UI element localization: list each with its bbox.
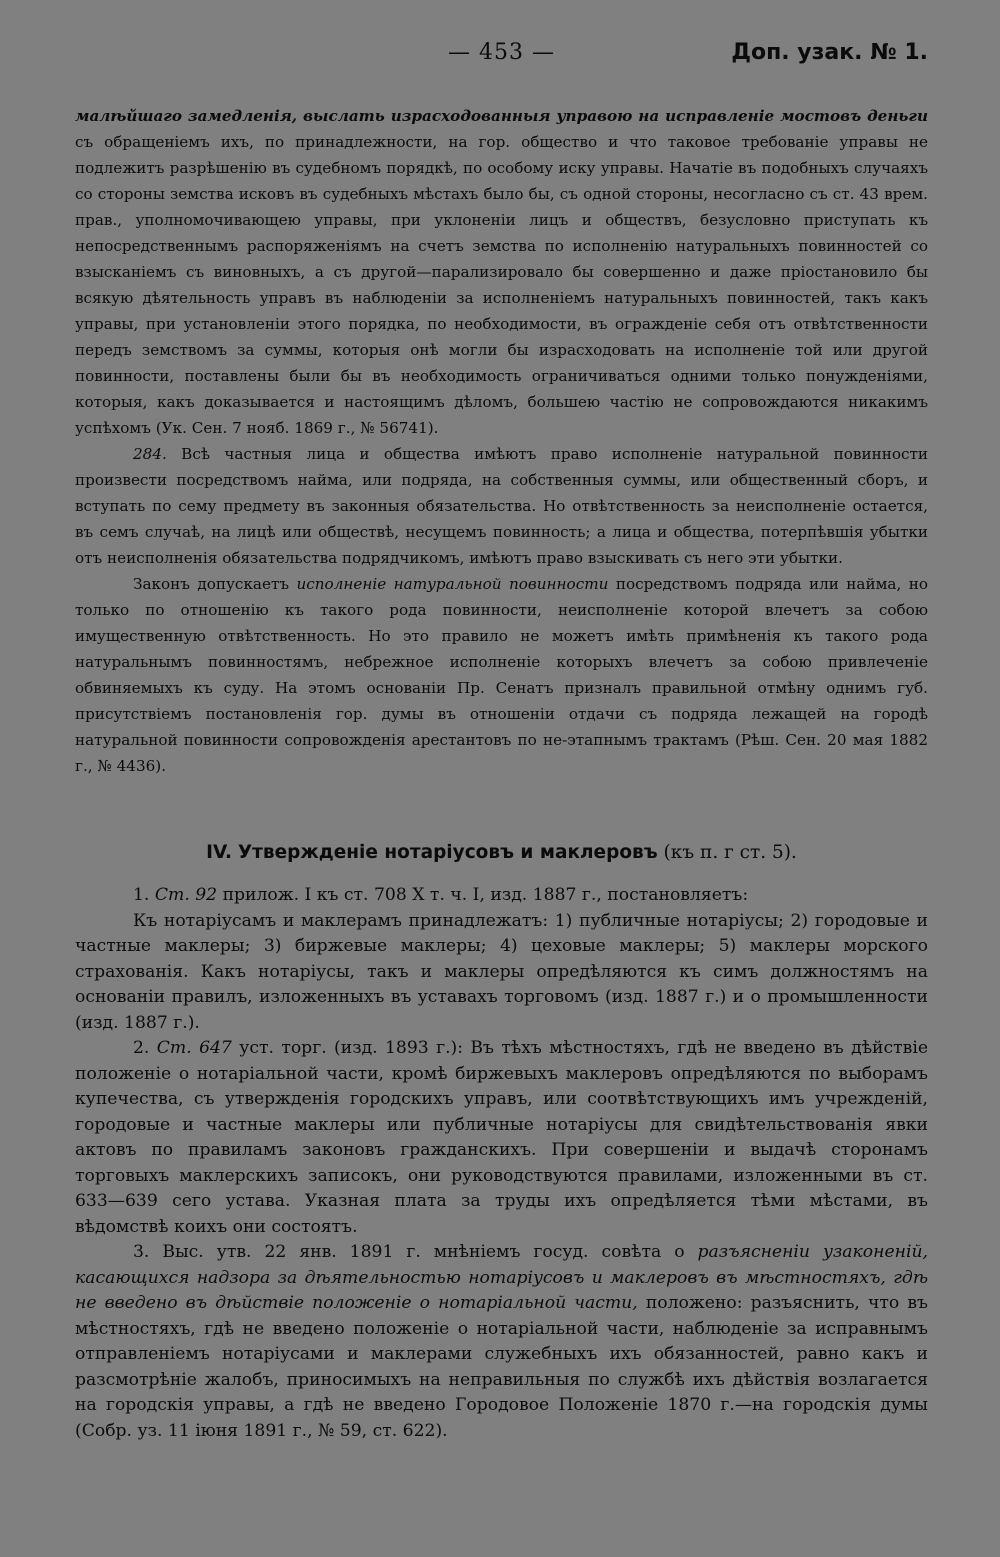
section-number: IV. [206,842,232,863]
item-1-article: Ст. 92 [154,885,218,905]
commentary-text-b: посредствомъ подряда или найма, но только по отношенію къ такого рода повинности, неисполненіе которой влечетъ за собою имущественную отвѣтственность. Но это правило не можетъ имѣть примѣненія къ такого рода натуральнымъ повинностямъ, небрежное исполненіе которыхъ влечетъ за собою привлеченіе обвиняемыхъ къ суду. На этомъ основаніи Пр. Сенатъ призналъ правильной отмѣну однимъ губ. присутствіемъ постановленія гор. думы въ отношеніи отдачи съ подряда лежащей на городѣ натуральной повинности сопровожденія арестантовъ по не-этапнымъ трактамъ (Рѣш. Сен. 20 мая 1882 г., № 4436). [75,575,928,775]
section-title: Утвержденіе нотаріусовъ и маклеровъ [237,842,658,863]
item-2 [75,1036,928,1240]
item-2-number: 2. [133,1038,157,1058]
upper-text-block [75,103,928,779]
article-number: 284. [133,445,167,463]
item-3-text: положено: разъяснить, что въ мѣстностяхъ, гдѣ не введено положеніе о нотаріальной части, наблюденіе за исправнымъ отправленіемъ нотаріусами и маклерами служебныхъ ихъ обязанностей, равно какъ и разсмотрѣніе жалобъ, приносимыхъ на неправильныя по службѣ ихъ дѣйствія возлагается на городскія управы, а гдѣ не введено Городовое Положеніе 1870 г.—на городскія думы (Собр. уз. 11 іюня 1891 г., № 59, ст. 622). [75,1293,928,1441]
item-1-number: 1. [133,885,155,905]
italic-lead: малѣйшаго замедленія, выслать израсходованныя управою на исправленіе мостовъ деньги [75,107,928,125]
running-title: Доп. узак. № 1. [731,40,928,65]
section-heading [75,842,928,863]
page-number: — 453 — [448,40,555,65]
item-3-italic: разъясненіи узаконеній, касающихся надзора за дѣятельностью нотаріусовъ и маклеровъ въ мѣстностяхъ, гдѣ не введено въ дѣйствіе положеніе о нотаріальной части, [75,1242,928,1313]
item-1-text: прилож. I къ ст. 708 X т. ч. I, изд. 1887 г., постановляетъ: [217,885,749,905]
article-284 [75,441,928,571]
item-2-text: уст. торг. (изд. 1893 г.): Въ тѣхъ мѣстностяхъ, гдѣ не введено въ дѣйствіе положеніе о нотаріальной части, кромѣ биржевыхъ маклеровъ опредѣляются по выборамъ купечества, съ утвержденія городскихъ управъ, или соотвѣтствующихъ имъ учрежденій, городовые и частные маклеры или публичные нотаріусы для свидѣтельствованія явки актовъ по правиламъ законовъ гражданскихъ. При совершеніи и выдачѣ сторонамъ торговыхъ маклерскихъ записокъ, они руководствуются правилами, изложенными въ ст. 633—639 сего устава. Указная плата за труды ихъ опредѣляется тѣми мѣстами, въ вѣдомствѣ коихъ они состоятъ. [75,1038,928,1237]
commentary-paragraph [75,571,928,779]
commentary-italic: исполненіе натуральной повинности [296,575,609,593]
article-text: Всѣ частныя лица и общества имѣютъ право исполненіе натуральной повинности произвести посредствомъ найма, или подряда, на собственныя суммы, или общественный сборъ, и вступать по сему предмету въ законныя обязательства. Но отвѣтственность за неисполненіе остается, въ семъ случаѣ, на лицѣ или обществѣ, несущемъ повинность; а лица и общества, потерпѣвшія убытки отъ неисполненія обязательства подрядчикомъ, имѣютъ право взыскивать съ него эти убытки. [75,445,928,567]
item-2-article: Ст. 647 [156,1038,232,1058]
item-1-content: Къ нотаріусамъ и маклерамъ принадлежатъ: 1) публичные нотаріусы; 2) городовые и частные маклеры; 3) биржевые маклеры; 4) цеховые маклеры; 5) маклеры морского страхованія. Какъ нотаріусы, такъ и маклеры опредѣляются къ симъ должностямъ на основаніи правилъ, изложенныхъ въ уставахъ торговомъ (изд. 1887 г.) и о промышленности (изд. 1887 г.). [75,910,928,1033]
item-3 [75,1240,928,1444]
section-reference: (къ п. г ст. 5). [657,842,797,863]
item-3-lead: 3. Выс. утв. 22 янв. 1891 г. мнѣніемъ госуд. совѣта о [133,1242,698,1262]
commentary-text-a: Законъ допускаетъ [133,575,297,593]
item-1 [75,883,928,909]
page-header [75,40,928,80]
paragraph-continuation [75,103,928,441]
paragraph-text: съ обращеніемъ ихъ, по принадлежности, на гор. общество и что таковое требованіе управы не подлежитъ разрѣшенію въ судебномъ порядкѣ, по особому иску управы. Начатіе въ подобныхъ случаяхъ со стороны земства исковъ въ судебныхъ мѣстахъ было бы, съ одной стороны, несогласно съ ст. 43 врем. прав., уполномочивающею управы, при уклоненіи лицъ и обществъ, безусловно приступать къ непосредственнымъ распоряженіямъ на счетъ земства по исполненію натуральныхъ повинностей со взысканіемъ съ виновныхъ, а съ другой—парализировало бы совершенно и даже пріостановило бы всякую дѣятельность управъ въ наблюденіи за исполненіемъ натуральныхъ повинностей, такъ какъ управы, при установленіи этого порядка, по необходимости, въ огражденіе себя отъ отвѣтственности передъ земствомъ за суммы, которыя онѣ могли бы израсходовать на исполненіе той или другой повинности, поставлены были бы въ необходимость ограничиваться одними только понужденіями, которыя, какъ доказывается и настоящимъ дѣломъ, большею частію не сопровождаются никакимъ успѣхомъ (Ук. Сен. 7 нояб. 1869 г., № 56741). [75,133,928,437]
lower-text-block [75,883,928,1444]
